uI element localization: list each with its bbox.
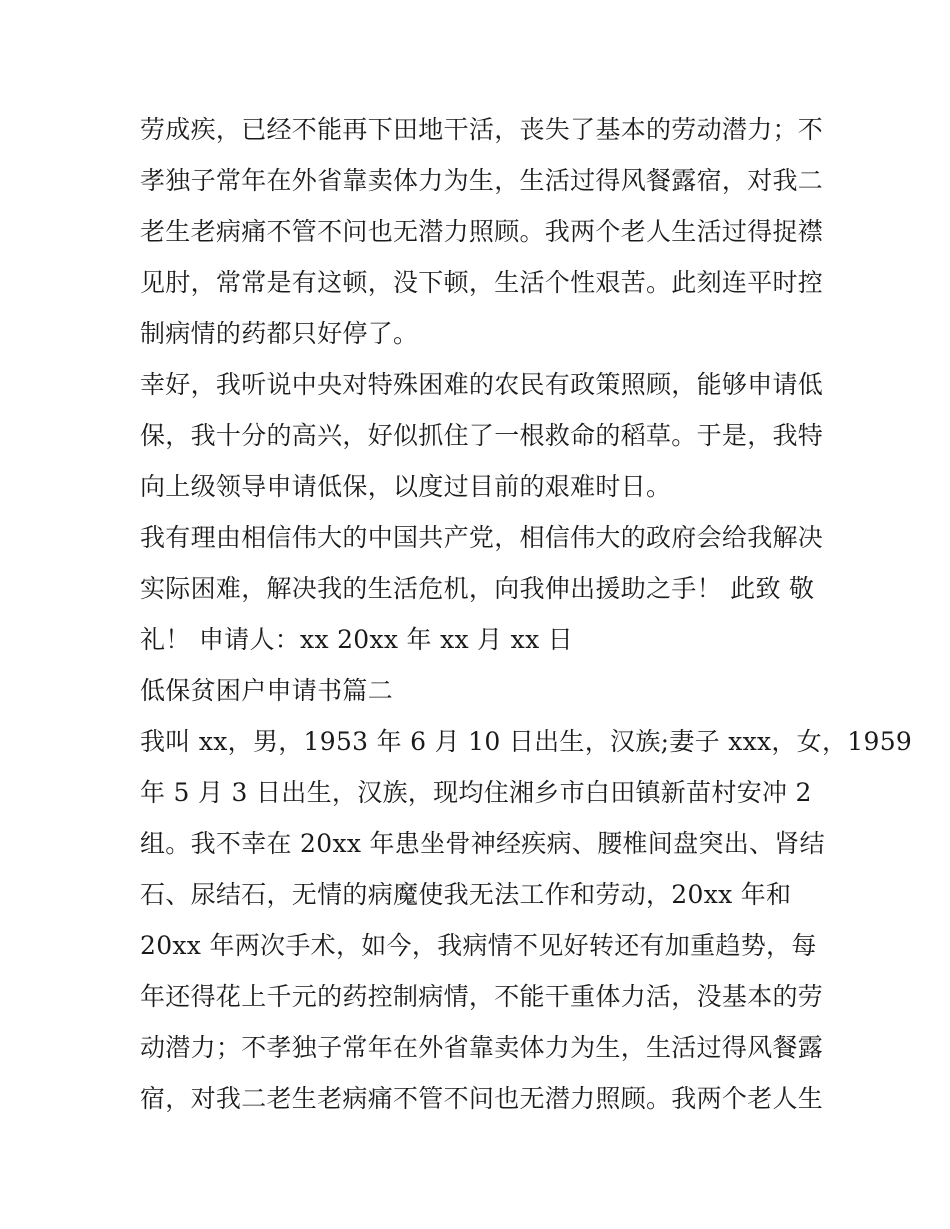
text-line: 我叫 xx，男，1953 年 6 月 10 日出生，汉族;妻子 xxx，女，1959 bbox=[140, 727, 913, 756]
text-line: 年还得花上千元的药控制病情，不能干重体力活，没基本的劳 bbox=[140, 982, 824, 1011]
text-line: 老生老病痛不管不问也无潜力照顾。我两个老人生活过得捉襟 bbox=[140, 217, 824, 246]
text-line: 20xx 年两次手术，如今，我病情不见好转还有加重趋势，每 bbox=[140, 931, 817, 960]
text-line: 孝独子常年在外省靠卖体力为生，生活过得风餐露宿，对我二 bbox=[140, 166, 824, 195]
text-line: 保，我十分的高兴，好似抓住了一根救命的稻草。于是，我特 bbox=[140, 421, 824, 450]
text-line: 石、尿结石，无情的病魔使我无法工作和劳动，20xx 年和 bbox=[140, 880, 792, 909]
text-line: 组。我不幸在 20xx 年患坐骨神经疾病、腰椎间盘突出、肾结 bbox=[140, 829, 825, 858]
text-line: 动潜力；不孝独子常年在外省靠卖体力为生，生活过得风餐露 bbox=[140, 1033, 824, 1062]
text-line: 见肘，常常是有这顿，没下顿，生活个性艰苦。此刻连平时控 bbox=[140, 268, 824, 297]
text-line: 年 5 月 3 日出生，汉族，现均住湘乡市白田镇新苗村安冲 2 bbox=[140, 778, 812, 807]
section-heading: 低保贫困户申请书篇二 bbox=[140, 676, 394, 705]
text-line: 劳成疾，已经不能再下田地干活，丧失了基本的劳动潜力；不 bbox=[140, 115, 824, 144]
text-line: 我有理由相信伟大的中国共产党，相信伟大的政府会给我解决 bbox=[140, 523, 824, 552]
document-body bbox=[140, 104, 913, 1124]
text-line: 实际困难，解决我的生活危机，向我伸出援助之手！ 此致 敬 bbox=[140, 574, 815, 603]
text-line: 幸好，我听说中央对特殊困难的农民有政策照顾，能够申请低 bbox=[140, 370, 824, 399]
text-line: 向上级领导申请低保，以度过目前的艰难时日。 bbox=[140, 472, 672, 501]
signature-line: 礼！ 申请人：xx 20xx 年 xx 月 xx 日 bbox=[140, 625, 574, 654]
text-line: 宿，对我二老生老病痛不管不问也无潜力照顾。我两个老人生 bbox=[140, 1084, 824, 1113]
text-line: 制病情的药都只好停了。 bbox=[140, 319, 419, 348]
